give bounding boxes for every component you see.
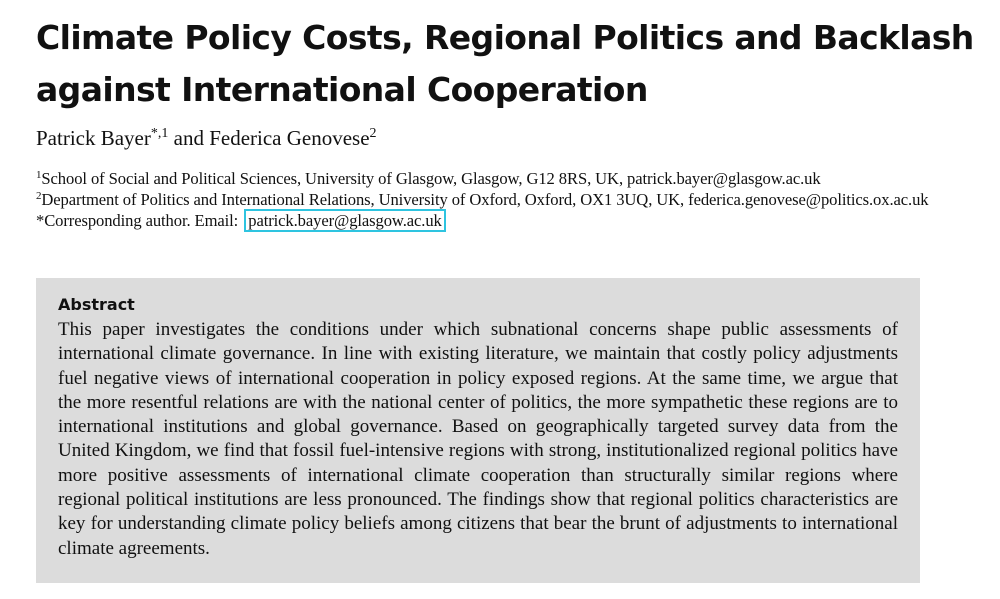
abstract-box <box>36 278 920 583</box>
author-name: Federica Genovese <box>209 126 370 150</box>
title-line-1: Climate Policy Costs, Regional Politics and Backlash <box>36 18 974 57</box>
paper-title <box>36 12 976 116</box>
title-line-2: against International Cooperation <box>36 70 648 109</box>
affiliation-mark: 2 <box>36 190 42 202</box>
affiliation-text: School of Social and Political Sciences, University of Glasgow, Glasgow, G12 8RS, UK, patrick.bayer@glasgow.ac.uk <box>41 169 821 188</box>
author-affiliation-mark: 2 <box>369 126 377 141</box>
affiliation-mark: 1 <box>36 169 42 181</box>
corresponding-text: Corresponding author. Email: <box>44 211 243 230</box>
affiliation-line <box>36 168 928 189</box>
corresponding-mark: * <box>36 211 45 230</box>
author-name: Patrick Bayer <box>36 126 151 150</box>
corresponding-email-link[interactable]: patrick.bayer@glasgow.ac.uk <box>244 209 446 232</box>
abstract-heading: Abstract <box>58 295 135 314</box>
affiliation-line <box>36 189 928 210</box>
author-separator: and <box>168 126 210 150</box>
author-affiliation-mark: *,1 <box>150 126 169 141</box>
affiliations <box>36 168 928 231</box>
abstract-body: This paper investigates the conditions under which subnational concerns shape public assessments of international climate governance. In line with existing literature, we maintain that costly policy adjustments fuel negative views of international cooperation in policy exposed regions. At the same time, we argue that the more resentful relations are with the national center of politics, the more sympathetic these regions are to international institutions and global governance. Based on geographically targeted survey data from the United Kingdom, we find that fossil fuel-intensive regions with strong, institutionalized regional politics have more positive assessments of international climate cooperation than structurally similar regions where regional political institutions are less pronounced. The findings show that regional politics characteristics are key for understanding climate policy beliefs among citizens that bear the brunt of adjustments to international climate agreements. <box>58 319 898 559</box>
author-list <box>36 124 377 152</box>
corresponding-author-line <box>36 210 928 231</box>
affiliation-text: Department of Politics and International Relations, University of Oxford, Oxford, OX1 3UQ, UK, federica.genovese@politics.ox.ac.uk <box>41 190 929 209</box>
